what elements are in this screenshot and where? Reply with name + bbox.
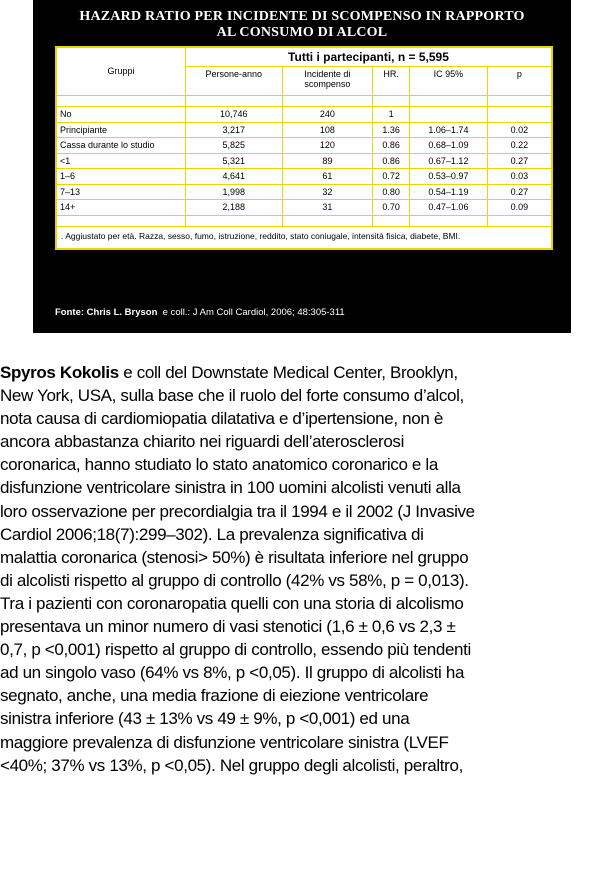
table-cell-group: 14+ xyxy=(56,200,185,216)
column-header-all-participants: Tutti i partecipanti, n = 5,595 xyxy=(185,47,552,67)
table-cell-ci: 1.06–1.74 xyxy=(410,122,488,138)
table-row xyxy=(56,138,552,154)
table-footnote: . Aggiustato per età. Razza, sesso, fumo, istruzione, reddito, stato coniugale, intensità fisica, diabete, BMI. xyxy=(56,226,552,249)
text-line: <40%; 37% vs 13%, p <0,05). Nel gruppo degli alcolisti, peraltro, xyxy=(0,755,463,775)
table-row xyxy=(56,169,552,185)
table-row xyxy=(56,122,552,138)
text-line: maggiore prevalenza di disfunzione ventricolare sinistra (LVEF xyxy=(0,732,449,752)
table-row xyxy=(56,200,552,216)
source-citation xyxy=(55,307,345,318)
text-line: 0,7, p <0,001) rispetto al gruppo di controllo, essendo più tendenti xyxy=(0,640,471,660)
column-header-p: p xyxy=(487,67,552,96)
table-cell-ci: 0.68–1.09 xyxy=(410,138,488,154)
table-cell-group: Principiante xyxy=(56,122,185,138)
text-line: coronarica, hanno studiato lo stato anatomico coronarico e la xyxy=(0,455,438,475)
table-cell-inc: 32 xyxy=(282,184,373,200)
text-line-content: e coll del Downstate Medical Center, Brooklyn, xyxy=(118,363,458,382)
text-line: Cardiol 2006;18(7):299–302). La prevalenza significativa di xyxy=(0,524,424,544)
table-cell-hr: 0.72 xyxy=(373,169,410,185)
table-spacer-row xyxy=(56,96,552,107)
table-cell-hr: 0.70 xyxy=(373,200,410,216)
table-cell-ci: 0.47–1.06 xyxy=(410,200,488,216)
text-line: disfunzione ventricolare sinistra in 100 uomini alcolisti venuti alla xyxy=(0,478,461,498)
table-spacer-row xyxy=(56,215,552,226)
article-text xyxy=(0,361,604,777)
table-cell-inc: 61 xyxy=(282,169,373,185)
table-cell-p: 0.22 xyxy=(487,138,552,154)
table-row xyxy=(56,153,552,169)
table-cell-inc: 120 xyxy=(282,138,373,154)
slide-title xyxy=(33,9,571,41)
source-authors: Fonte: Chris L. Bryson xyxy=(55,307,158,318)
table-cell-ci xyxy=(410,107,488,123)
table-cell-p: 0.27 xyxy=(487,184,552,200)
table-cell-inc: 240 xyxy=(282,107,373,123)
column-header-incident: Incidente di scompenso xyxy=(282,67,373,96)
table-cell-py: 3,217 xyxy=(185,122,282,138)
author-name: Spyros Kokolis xyxy=(0,363,119,382)
table-cell-p: 0.02 xyxy=(487,122,552,138)
table-cell-group: No xyxy=(56,107,185,123)
table-cell-ci: 0.67–1.12 xyxy=(410,153,488,169)
column-header-person-years: Persone-anno xyxy=(185,67,282,96)
slide-image xyxy=(33,0,571,333)
table-cell-group: 7–13 xyxy=(56,184,185,200)
table-cell-py: 5,321 xyxy=(185,153,282,169)
table-cell-hr: 1.36 xyxy=(373,122,410,138)
text-line xyxy=(0,361,604,384)
table-cell-group: <1 xyxy=(56,153,185,169)
table-cell-inc: 108 xyxy=(282,122,373,138)
table-cell-py: 5,825 xyxy=(185,138,282,154)
text-line: nota causa di cardiomiopatia dilatativa e d’ipertensione, non è xyxy=(0,409,443,429)
table-cell-py: 2,188 xyxy=(185,200,282,216)
hazard-ratio-table xyxy=(55,46,553,250)
table-body xyxy=(56,107,552,216)
slide-title-line-2: AL CONSUMO DI ALCOL xyxy=(216,25,388,40)
text-line: malattia coronarica (stenosi> 50%) è risultata inferiore nel gruppo xyxy=(0,547,469,567)
text-line: loro osservazione per precordialgia tra il 1994 e il 2002 (J Invasive xyxy=(0,501,475,521)
text-line: ad un singolo vaso (64% vs 8%, p <0,05). Il gruppo di alcolisti ha xyxy=(0,663,465,683)
table-cell-p: 0.09 xyxy=(487,200,552,216)
table-cell-group: 1–6 xyxy=(56,169,185,185)
text-line: presentava un minor numero di vasi stenotici (1,6 ± 0,6 vs 2,3 ± xyxy=(0,617,456,637)
text-line: ancora abbastanza chiarito nei riguardi dell’aterosclerosi xyxy=(0,432,404,452)
table-footnote-row xyxy=(56,226,552,249)
table-cell-hr: 1 xyxy=(373,107,410,123)
table-cell-group: Cassa durante lo studio xyxy=(56,138,185,154)
slide-title-line-1: HAZARD RATIO PER INCIDENTE DI SCOMPENSO IN RAPPORTO xyxy=(79,9,525,24)
table-cell-py: 4,641 xyxy=(185,169,282,185)
table-cell-py: 1,998 xyxy=(185,184,282,200)
column-header-ci: IC 95% xyxy=(410,67,488,96)
table-cell-p xyxy=(487,107,552,123)
table-cell-hr: 0.86 xyxy=(373,138,410,154)
table-cell-p: 0.03 xyxy=(487,169,552,185)
table-cell-inc: 31 xyxy=(282,200,373,216)
source-journal: e coll.: J Am Coll Cardiol, 2006; 48:305-311 xyxy=(157,307,345,318)
text-line: Tra i pazienti con coronaropatia quelli con una storia di alcolismo xyxy=(0,593,464,613)
text-line: segnato, anche, una media frazione di eiezione ventricolare xyxy=(0,686,429,706)
table-cell-py: 10,746 xyxy=(185,107,282,123)
text-line: New York, USA, sulla base che il ruolo del forte consumo d’alcol, xyxy=(0,386,464,406)
table-cell-hr: 0.80 xyxy=(373,184,410,200)
table-cell-ci: 0.54–1.19 xyxy=(410,184,488,200)
column-header-hr: HR. xyxy=(373,67,410,96)
table-row xyxy=(56,107,552,123)
text-line: di alcolisti rispetto al gruppo di controllo (42% vs 58%, p = 0,013). xyxy=(0,570,469,590)
column-header-groups: Gruppi xyxy=(56,47,185,96)
table-cell-hr: 0.86 xyxy=(373,153,410,169)
table-cell-ci: 0.53–0.97 xyxy=(410,169,488,185)
table-cell-inc: 89 xyxy=(282,153,373,169)
text-line: sinistra inferiore (43 ± 13% vs 49 ± 9%, p <0,001) ed una xyxy=(0,709,410,729)
table-cell-p: 0.27 xyxy=(487,153,552,169)
table-row xyxy=(56,184,552,200)
table-header-row-1 xyxy=(56,47,552,67)
